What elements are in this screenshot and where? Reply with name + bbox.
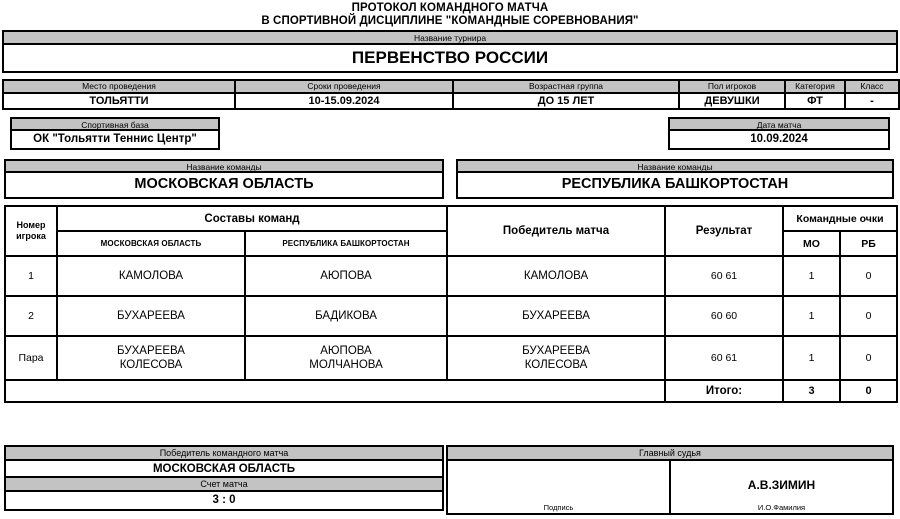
match-date-value: 10.09.2024 xyxy=(670,131,888,148)
away-team-block xyxy=(456,159,894,199)
info-value-venue: ТОЛЬЯТТИ xyxy=(3,93,235,109)
info-header-dates: Сроки проведения xyxy=(235,80,453,93)
row-points-away: 0 xyxy=(840,296,897,336)
row-winner-line1: БУХАРЕЕВА xyxy=(522,345,590,357)
sports-base-value: ОК "Тольятти Теннис Центр" xyxy=(12,131,218,148)
row-away-player: БАДИКОВА xyxy=(245,296,447,336)
signature-cell[interactable] xyxy=(448,461,671,513)
table-row xyxy=(5,296,897,336)
tournament-name: ПЕРВЕНСТВО РОССИИ xyxy=(4,45,896,71)
judge-name: А.В.ЗИМИН xyxy=(747,478,816,492)
row-winner xyxy=(447,336,665,380)
header-lineups: Составы команд xyxy=(57,206,447,231)
row-home-player: КАМОЛОВА xyxy=(57,256,245,296)
totals-row xyxy=(5,380,897,402)
info-value-class: - xyxy=(845,93,899,109)
row-winner: БУХАРЕЕВА xyxy=(447,296,665,336)
totals-spacer xyxy=(5,380,665,402)
info-header-category: Категория xyxy=(785,80,845,93)
match-results-table xyxy=(4,205,898,403)
info-header-age: Возрастная группа xyxy=(453,80,679,93)
signature-caption: Подпись xyxy=(543,503,574,512)
chief-judge-label: Главный судья xyxy=(448,447,892,461)
row-away-player-line1: АЮПОВА xyxy=(320,345,372,357)
info-value-age: ДО 15 ЛЕТ xyxy=(453,93,679,109)
row-score: 60 60 xyxy=(665,296,783,336)
header-points-home: МО xyxy=(783,231,840,256)
match-score-label: Счет матча xyxy=(6,478,442,492)
info-header-venue: Место проведения xyxy=(3,80,235,93)
match-winner-block xyxy=(4,445,444,511)
tournament-block xyxy=(2,30,898,73)
header-player-number-line1: Номер xyxy=(16,220,46,230)
row-number: 1 xyxy=(5,256,57,296)
match-winner-value: МОСКОВСКАЯ ОБЛАСТЬ xyxy=(6,461,442,478)
signature-area xyxy=(448,461,892,513)
venue-date-row xyxy=(0,117,900,151)
header-match-winner: Победитель матча xyxy=(447,206,665,256)
row-away-player xyxy=(245,336,447,380)
row-home-player-line2: КОЛЕСОВА xyxy=(119,359,183,371)
judge-name-caption: И.О.Фамилия xyxy=(757,503,806,512)
away-team-name: РЕСПУБЛИКА БАШКОРТОСТАН xyxy=(458,173,892,197)
row-home-player xyxy=(57,336,245,380)
row-away-player: АЮПОВА xyxy=(245,256,447,296)
document-title-line-1: ПРОТОКОЛ КОМАНДНОГО МАТЧА xyxy=(351,2,549,14)
row-away-player-line2: МОЛЧАНОВА xyxy=(309,359,383,371)
chief-judge-block xyxy=(446,445,894,515)
row-number: Пара xyxy=(5,336,57,380)
sports-base-block xyxy=(10,117,220,150)
info-value-dates: 10-15.09.2024 xyxy=(235,93,453,109)
footer-section xyxy=(0,445,900,517)
row-points-away: 0 xyxy=(840,336,897,380)
row-score: 60 61 xyxy=(665,336,783,380)
home-team-label: Название команды xyxy=(6,161,442,173)
results-header-row-1 xyxy=(5,206,897,231)
info-header-class: Класс xyxy=(845,80,899,93)
match-date-block xyxy=(668,117,890,150)
row-points-home: 1 xyxy=(783,296,840,336)
header-points-away: РБ xyxy=(840,231,897,256)
match-date-label: Дата матча xyxy=(670,119,888,131)
event-info-header-row xyxy=(3,80,899,93)
team-names-row xyxy=(0,159,900,199)
header-lineup-away: РЕСПУБЛИКА БАШКОРТОСТАН xyxy=(245,231,447,256)
table-row xyxy=(5,336,897,380)
match-winner-label: Победитель командного матча xyxy=(6,447,442,461)
totals-away: 0 xyxy=(840,380,897,402)
document-title-line-2: В СПОРТИВНОЙ ДИСЦИПЛИНЕ "КОМАНДНЫЕ СОРЕВНОВАНИЯ" xyxy=(261,15,639,27)
results-section xyxy=(4,205,896,403)
row-home-player-line1: БУХАРЕЕВА xyxy=(117,345,185,357)
row-points-home: 1 xyxy=(783,336,840,380)
event-info-section xyxy=(2,79,898,110)
info-value-category: ФТ xyxy=(785,93,845,109)
header-result: Результат xyxy=(665,206,783,256)
totals-label: Итого: xyxy=(665,380,783,402)
header-player-number xyxy=(5,206,57,256)
row-winner-line2: КОЛЕСОВА xyxy=(524,359,588,371)
home-team-block xyxy=(4,159,444,199)
totals-home: 3 xyxy=(783,380,840,402)
event-info-table xyxy=(2,79,900,110)
row-points-home: 1 xyxy=(783,256,840,296)
info-value-gender: ДЕВУШКИ xyxy=(679,93,785,109)
row-number: 2 xyxy=(5,296,57,336)
header-player-number-line2: игрока xyxy=(16,231,46,241)
row-winner: КАМОЛОВА xyxy=(447,256,665,296)
match-score-value: 3 : 0 xyxy=(6,492,442,509)
away-team-label: Название команды xyxy=(458,161,892,173)
row-points-away: 0 xyxy=(840,256,897,296)
home-team-name: МОСКОВСКАЯ ОБЛАСТЬ xyxy=(6,173,442,197)
event-info-value-row xyxy=(3,93,899,109)
header-lineup-home: МОСКОВСКАЯ ОБЛАСТЬ xyxy=(57,231,245,256)
judge-name-cell xyxy=(671,461,892,513)
header-team-points: Командные очки xyxy=(783,206,897,231)
row-home-player: БУХАРЕЕВА xyxy=(57,296,245,336)
row-score: 60 61 xyxy=(665,256,783,296)
table-row xyxy=(5,256,897,296)
tournament-label: Название турнира xyxy=(4,32,896,45)
info-header-gender: Пол игроков xyxy=(679,80,785,93)
sports-base-label: Спортивная база xyxy=(12,119,218,131)
